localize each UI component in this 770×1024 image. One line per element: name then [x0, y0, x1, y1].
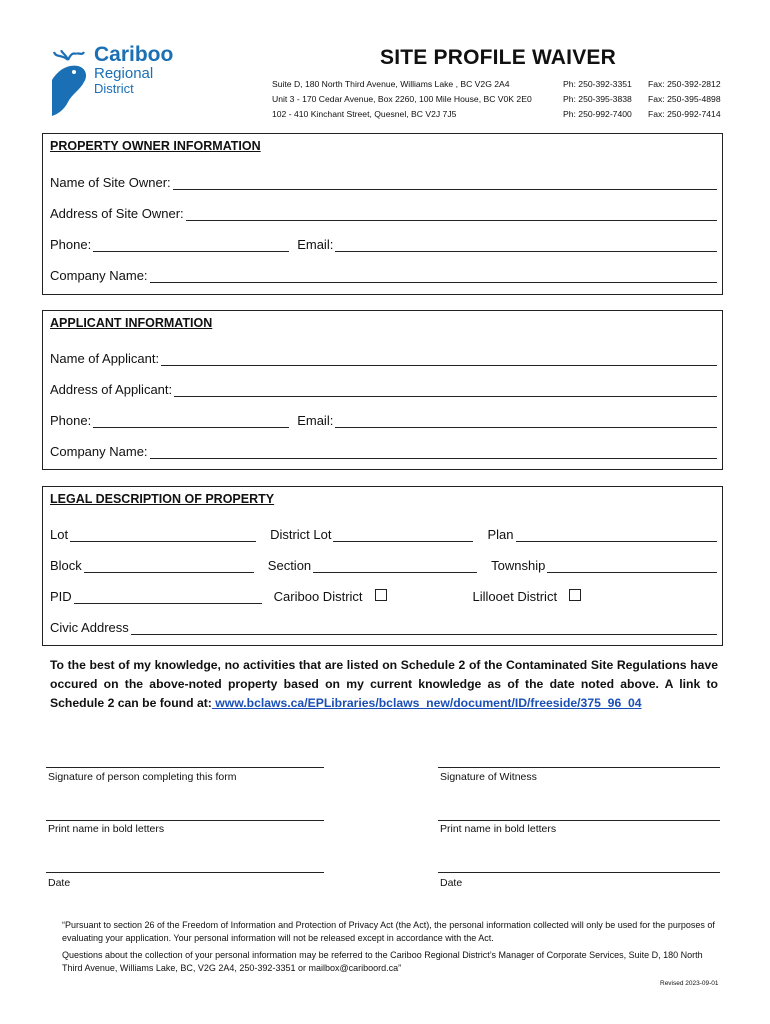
applicant-name-field[interactable] [161, 351, 717, 366]
lillooet-district-checkbox[interactable] [569, 589, 581, 601]
phone-2: Ph: 250-395-3838 [563, 94, 632, 104]
legal-row-3 [50, 586, 717, 604]
lot-field[interactable] [70, 527, 256, 542]
address-100-mile-house: Unit 3 - 170 Cedar Avenue, Box 2260, 100 Mile House, BC V0K 2E0 [272, 94, 532, 104]
address-williams-lake: Suite D, 180 North Third Avenue, Williams Lake , BC V2G 2A4 [272, 79, 510, 89]
applicant-section-title: APPLICANT INFORMATION [50, 316, 213, 330]
applicant-contact-row [50, 410, 717, 428]
print-name-right-label: Print name in bold letters [440, 823, 557, 835]
date-left-line[interactable] [46, 872, 324, 873]
address-quesnel: 102 - 410 Kinchant Street, Quesnel, BC V2J 7J5 [272, 109, 457, 119]
logo-line2: Regional [94, 65, 154, 82]
fax-1: Fax: 250-392-2812 [648, 79, 721, 89]
office-faxes [648, 77, 721, 122]
owner-email-field[interactable] [335, 237, 717, 252]
privacy-notice-para1: “Pursuant to section 26 of the Freedom of Information and Protection of Privacy Act (the Act), the personal information collected will only be used for the purposes of evaluating your application. Your personal information will not be released except in accordance with the Act. [62, 920, 715, 943]
date-right-label: Date [440, 877, 463, 889]
phone-1: Ph: 250-392-3351 [563, 79, 632, 89]
phone-3: Ph: 250-992-7400 [563, 109, 632, 119]
print-name-left-label: Print name in bold letters [48, 823, 165, 835]
legal-row-1 [50, 524, 717, 542]
applicant-address-label: Address of Applicant: [50, 382, 173, 397]
logo-line3: District [94, 81, 134, 96]
district-lot-label: District Lot [270, 527, 332, 542]
owner-section-title: PROPERTY OWNER INFORMATION [50, 139, 261, 153]
privacy-notice-para2: Questions about the collection of your personal information may be referred to the Cariboo Regional District’s Manager of Corporate Services, Suite D, 180 North Third Avenue, Williams Lake, BC, V2G 2A4, 250-392-3351 or mailbox@cariboord.ca” [62, 950, 703, 973]
caribou-icon [48, 50, 94, 120]
print-name-right-line[interactable] [438, 820, 720, 821]
revised-date: Revised 2023-09-01 [660, 980, 719, 987]
block-field[interactable] [84, 558, 254, 573]
print-name-left-line[interactable] [46, 820, 324, 821]
owner-name-row [50, 172, 717, 190]
date-left-label: Date [48, 877, 71, 889]
signature-witness-line[interactable] [438, 767, 720, 768]
legal-row-4 [50, 617, 717, 635]
legal-section-title: LEGAL DESCRIPTION OF PROPERTY [50, 492, 275, 506]
section-label: Section [267, 558, 312, 573]
applicant-company-label: Company Name: [50, 444, 148, 459]
applicant-email-field[interactable] [335, 413, 717, 428]
owner-company-field[interactable] [150, 268, 717, 283]
plan-field[interactable] [516, 527, 717, 542]
township-label: Township [491, 558, 546, 573]
owner-name-field[interactable] [173, 175, 717, 190]
block-label: Block [50, 558, 82, 573]
applicant-address-row [50, 379, 717, 397]
signature-person-line[interactable] [46, 767, 324, 768]
owner-contact-row [50, 234, 717, 252]
owner-address-field[interactable] [186, 206, 717, 221]
owner-address-row [50, 203, 717, 221]
civic-address-label: Civic Address [50, 620, 129, 635]
lot-label: Lot [50, 527, 69, 542]
privacy-notice [62, 919, 722, 979]
cariboo-district-checkbox[interactable] [375, 589, 387, 601]
office-addresses [272, 77, 532, 122]
civic-address-field[interactable] [131, 620, 717, 635]
signature-witness-label: Signature of Witness [440, 771, 537, 783]
office-phones [563, 77, 632, 122]
applicant-company-row [50, 441, 717, 459]
fax-2: Fax: 250-395-4898 [648, 94, 721, 104]
owner-company-row [50, 265, 717, 283]
owner-email-label: Email: [297, 237, 334, 252]
signature-person-label: Signature of person completing this form [48, 771, 237, 783]
pid-label: PID [50, 589, 72, 604]
pid-field[interactable] [74, 589, 262, 604]
applicant-section [42, 310, 723, 470]
legal-row-2 [50, 555, 717, 573]
township-field[interactable] [547, 558, 717, 573]
district-lot-field[interactable] [333, 527, 473, 542]
owner-phone-field[interactable] [93, 237, 289, 252]
owner-company-label: Company Name: [50, 268, 148, 283]
applicant-company-field[interactable] [150, 444, 717, 459]
cariboo-logo [48, 44, 183, 124]
owner-name-label: Name of Site Owner: [50, 175, 171, 190]
statement-text: To the best of my knowledge, no activities that are listed on Schedule 2 of the Contaminated Site Regulations have occured on the above-noted property based on my current knowledge as of the date noted above. A link to Schedule 2 can be found at: [50, 658, 718, 710]
cariboo-district-label: Cariboo District [273, 589, 363, 604]
applicant-phone-field[interactable] [93, 413, 289, 428]
date-right-line[interactable] [438, 872, 720, 873]
applicant-name-row [50, 348, 717, 366]
schedule-2-link[interactable]: www.bclaws.ca/EPLibraries/bclaws_new/document/ID/freeside/375_96_04 [211, 696, 642, 710]
applicant-name-label: Name of Applicant: [50, 351, 160, 366]
fax-3: Fax: 250-992-7414 [648, 109, 721, 119]
legal-description-section [42, 486, 723, 646]
section-field[interactable] [313, 558, 477, 573]
lillooet-district-label: Lillooet District [472, 589, 558, 604]
page-title: SITE PROFILE WAIVER [380, 46, 616, 69]
plan-label: Plan [487, 527, 514, 542]
applicant-email-label: Email: [297, 413, 334, 428]
applicant-phone-label: Phone: [50, 413, 92, 428]
applicant-address-field[interactable] [174, 382, 717, 397]
owner-address-label: Address of Site Owner: [50, 206, 184, 221]
property-owner-section [42, 133, 723, 295]
schedule-statement [50, 656, 718, 713]
logo-line1: Cariboo [94, 43, 174, 66]
owner-phone-label: Phone: [50, 237, 92, 252]
